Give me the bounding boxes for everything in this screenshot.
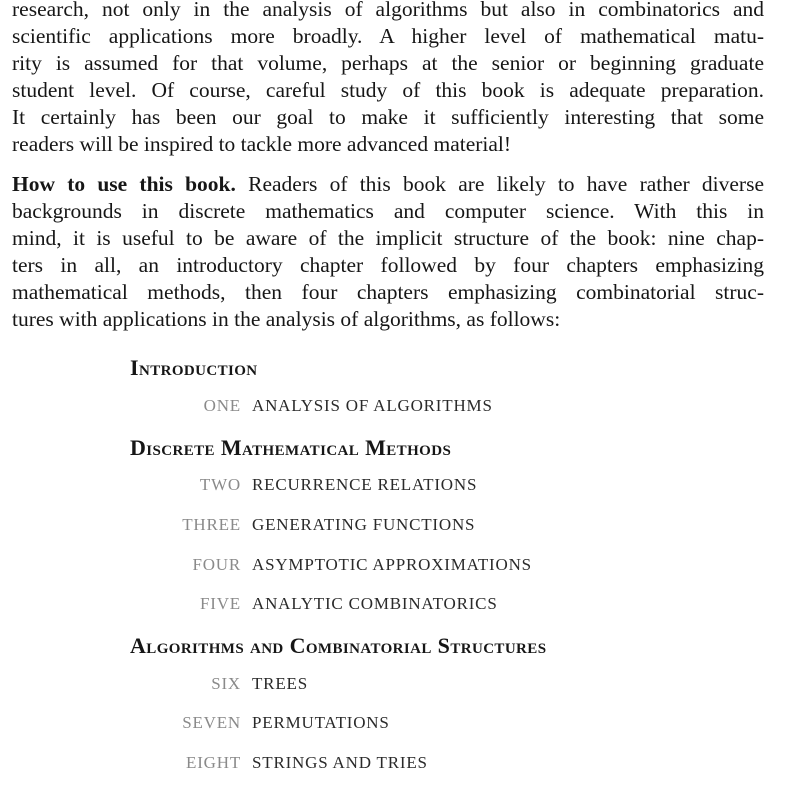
- chapter-title: PERMUTATIONS: [252, 713, 390, 732]
- text-line: It certainly has been our goal to make it sufficiently interesting that some: [12, 105, 764, 129]
- chapter-number: ONE: [203, 396, 241, 415]
- chapter-entry: [0, 396, 800, 422]
- text-fragment: Readers of this book are likely to have rather diverse: [248, 172, 764, 196]
- chapter-entry: [0, 515, 800, 541]
- text-line: backgrounds in discrete mathematics and computer science. With this in: [12, 199, 764, 223]
- chapter-number: FOUR: [192, 555, 241, 574]
- chapter-number: FIVE: [200, 594, 241, 613]
- chapter-entry: [0, 475, 800, 501]
- paragraph-heading: How to use this book.: [12, 172, 236, 196]
- part-heading: Discrete Mathematical Methods: [130, 435, 452, 460]
- chapter-entry: [0, 753, 800, 779]
- chapter-title: GENERATING FUNCTIONS: [252, 515, 476, 534]
- chapter-title: ANALYSIS OF ALGORITHMS: [252, 396, 493, 415]
- part-heading: Algorithms and Combinatorial Structures: [130, 633, 547, 658]
- chapter-number: SIX: [211, 674, 241, 693]
- chapter-entry: [0, 555, 800, 581]
- text-line: research, not only in the analysis of algorithms but also in combinatorics and: [12, 0, 764, 21]
- chapter-number: EIGHT: [186, 753, 241, 772]
- chapter-number: THREE: [182, 515, 241, 534]
- chapter-title: STRINGS AND TRIES: [252, 753, 428, 772]
- chapter-title: RECURRENCE RELATIONS: [252, 475, 478, 494]
- text-line: rity is assumed for that volume, perhaps at the senior or beginning graduate: [12, 51, 764, 75]
- chapter-title: ANALYTIC COMBINATORICS: [252, 594, 498, 613]
- text-line: ters in all, an introductory chapter followed by four chapters emphasizing: [12, 253, 764, 277]
- text-line: mathematical methods, then four chapters emphasizing combinatorial struc-: [12, 280, 764, 304]
- text-line: student level. Of course, careful study of this book is adequate preparation.: [12, 78, 764, 102]
- chapter-title: TREES: [252, 674, 308, 693]
- chapter-number: SEVEN: [182, 713, 241, 732]
- text-line: readers will be inspired to tackle more advanced material!: [12, 132, 512, 156]
- chapter-entry: [0, 713, 800, 739]
- text-line: mind, it is useful to be aware of the implicit structure of the book: nine chap-: [12, 226, 764, 250]
- part-heading: Introduction: [130, 355, 258, 380]
- chapter-title: ASYMPTOTIC APPROXIMATIONS: [252, 555, 532, 574]
- chapter-number: TWO: [199, 475, 241, 494]
- chapter-entry: [0, 594, 800, 620]
- text-line: tures with applications in the analysis of algorithms, as follows:: [12, 307, 561, 331]
- text-line: scientific applications more broadly. A higher level of mathematical matu-: [12, 24, 764, 48]
- chapter-entry: [0, 674, 800, 700]
